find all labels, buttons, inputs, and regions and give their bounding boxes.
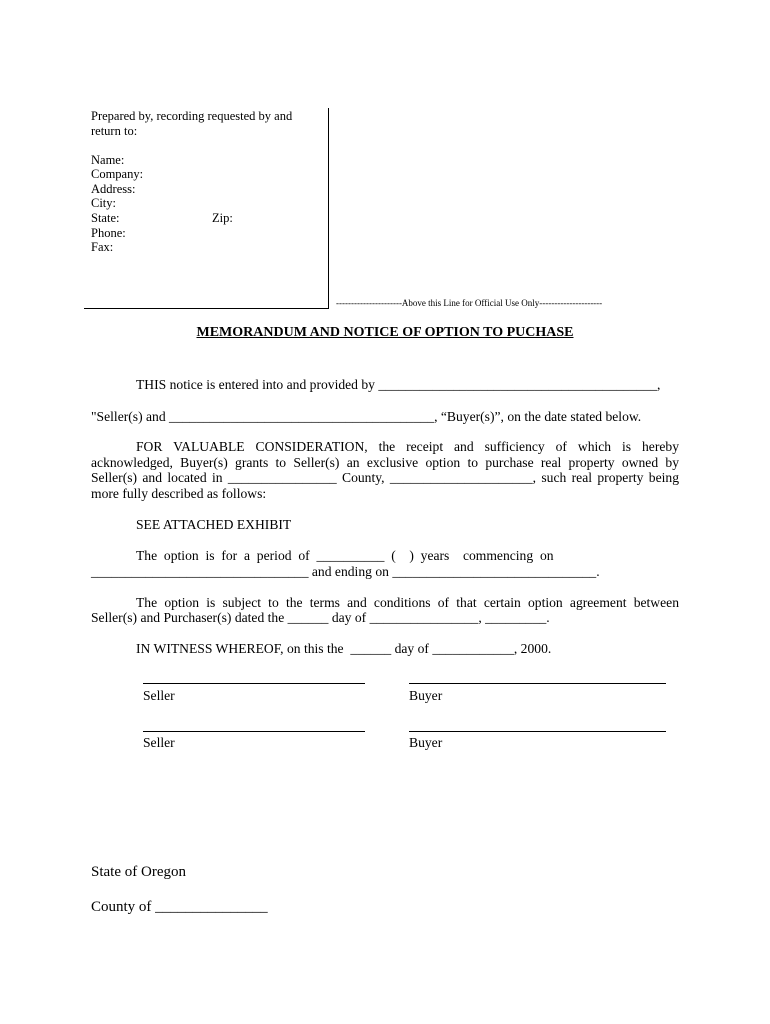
consideration-line-4: more fully described as follows: — [91, 486, 267, 501]
consideration-line-2: acknowledged, Buyer(s) grants to Seller(s) an exclusive option to purchase real property owned by — [91, 455, 679, 470]
official-use-line: ----------------------Above this Line for Official Use Only--------------------- — [336, 298, 603, 308]
buyer-signature-line-2 — [409, 731, 666, 732]
company-label: Company: — [91, 167, 144, 181]
city-label: City: — [91, 196, 117, 210]
seller-buyer-paragraph: "Seller(s) and _______________________________________, “Buyer(s)”, on the date stated below. — [91, 409, 642, 424]
buyer-signature-line-1 — [409, 683, 666, 684]
agreement-line-1: The option is subject to the terms and conditions of that certain option agreement between — [136, 595, 679, 610]
phone-label: Phone: — [91, 226, 126, 240]
name-label: Name: — [91, 153, 125, 167]
address-label: Address: — [91, 182, 136, 196]
option-period-line-2: ________________________________ and ending on ______________________________. — [91, 564, 600, 579]
buyer-label-2: Buyer — [409, 735, 443, 750]
exhibit-reference: SEE ATTACHED EXHIBIT — [136, 517, 292, 532]
seller-label-1: Seller — [143, 688, 175, 703]
prepared-by-line-2: return to: — [91, 124, 138, 138]
zip-label: Zip: — [212, 211, 233, 225]
header-horizontal-rule — [84, 308, 329, 309]
consideration-line-1: FOR VALUABLE CONSIDERATION, the receipt and sufficiency of which is hereby — [136, 439, 679, 454]
witness-clause: IN WITNESS WHEREOF, on this the ______ day of ____________, 2000. — [136, 641, 552, 656]
seller-signature-line-2 — [143, 731, 365, 732]
notice-paragraph: THIS notice is entered into and provided by _________________________________________, — [136, 377, 661, 392]
state-label: State: — [91, 211, 120, 225]
notary-state: State of Oregon — [91, 864, 186, 880]
agreement-line-2: Seller(s) and Purchaser(s) dated the ______ day of ________________, _________. — [91, 610, 550, 625]
notary-county: County of _______________ — [91, 899, 268, 915]
seller-label-2: Seller — [143, 735, 175, 750]
prepared-by-line-1: Prepared by, recording requested by and — [91, 109, 293, 123]
seller-signature-line-1 — [143, 683, 365, 684]
buyer-label-1: Buyer — [409, 688, 443, 703]
option-period-line-1: The option is for a period of __________ ( ) years commencing on — [136, 548, 554, 563]
document-title: MEMORANDUM AND NOTICE OF OPTION TO PUCHASE — [196, 325, 574, 340]
fax-label: Fax: — [91, 240, 114, 254]
consideration-line-3: Seller(s) and located in ________________ County, _____________________, such real property being — [91, 470, 679, 485]
header-vertical-rule — [328, 108, 329, 309]
